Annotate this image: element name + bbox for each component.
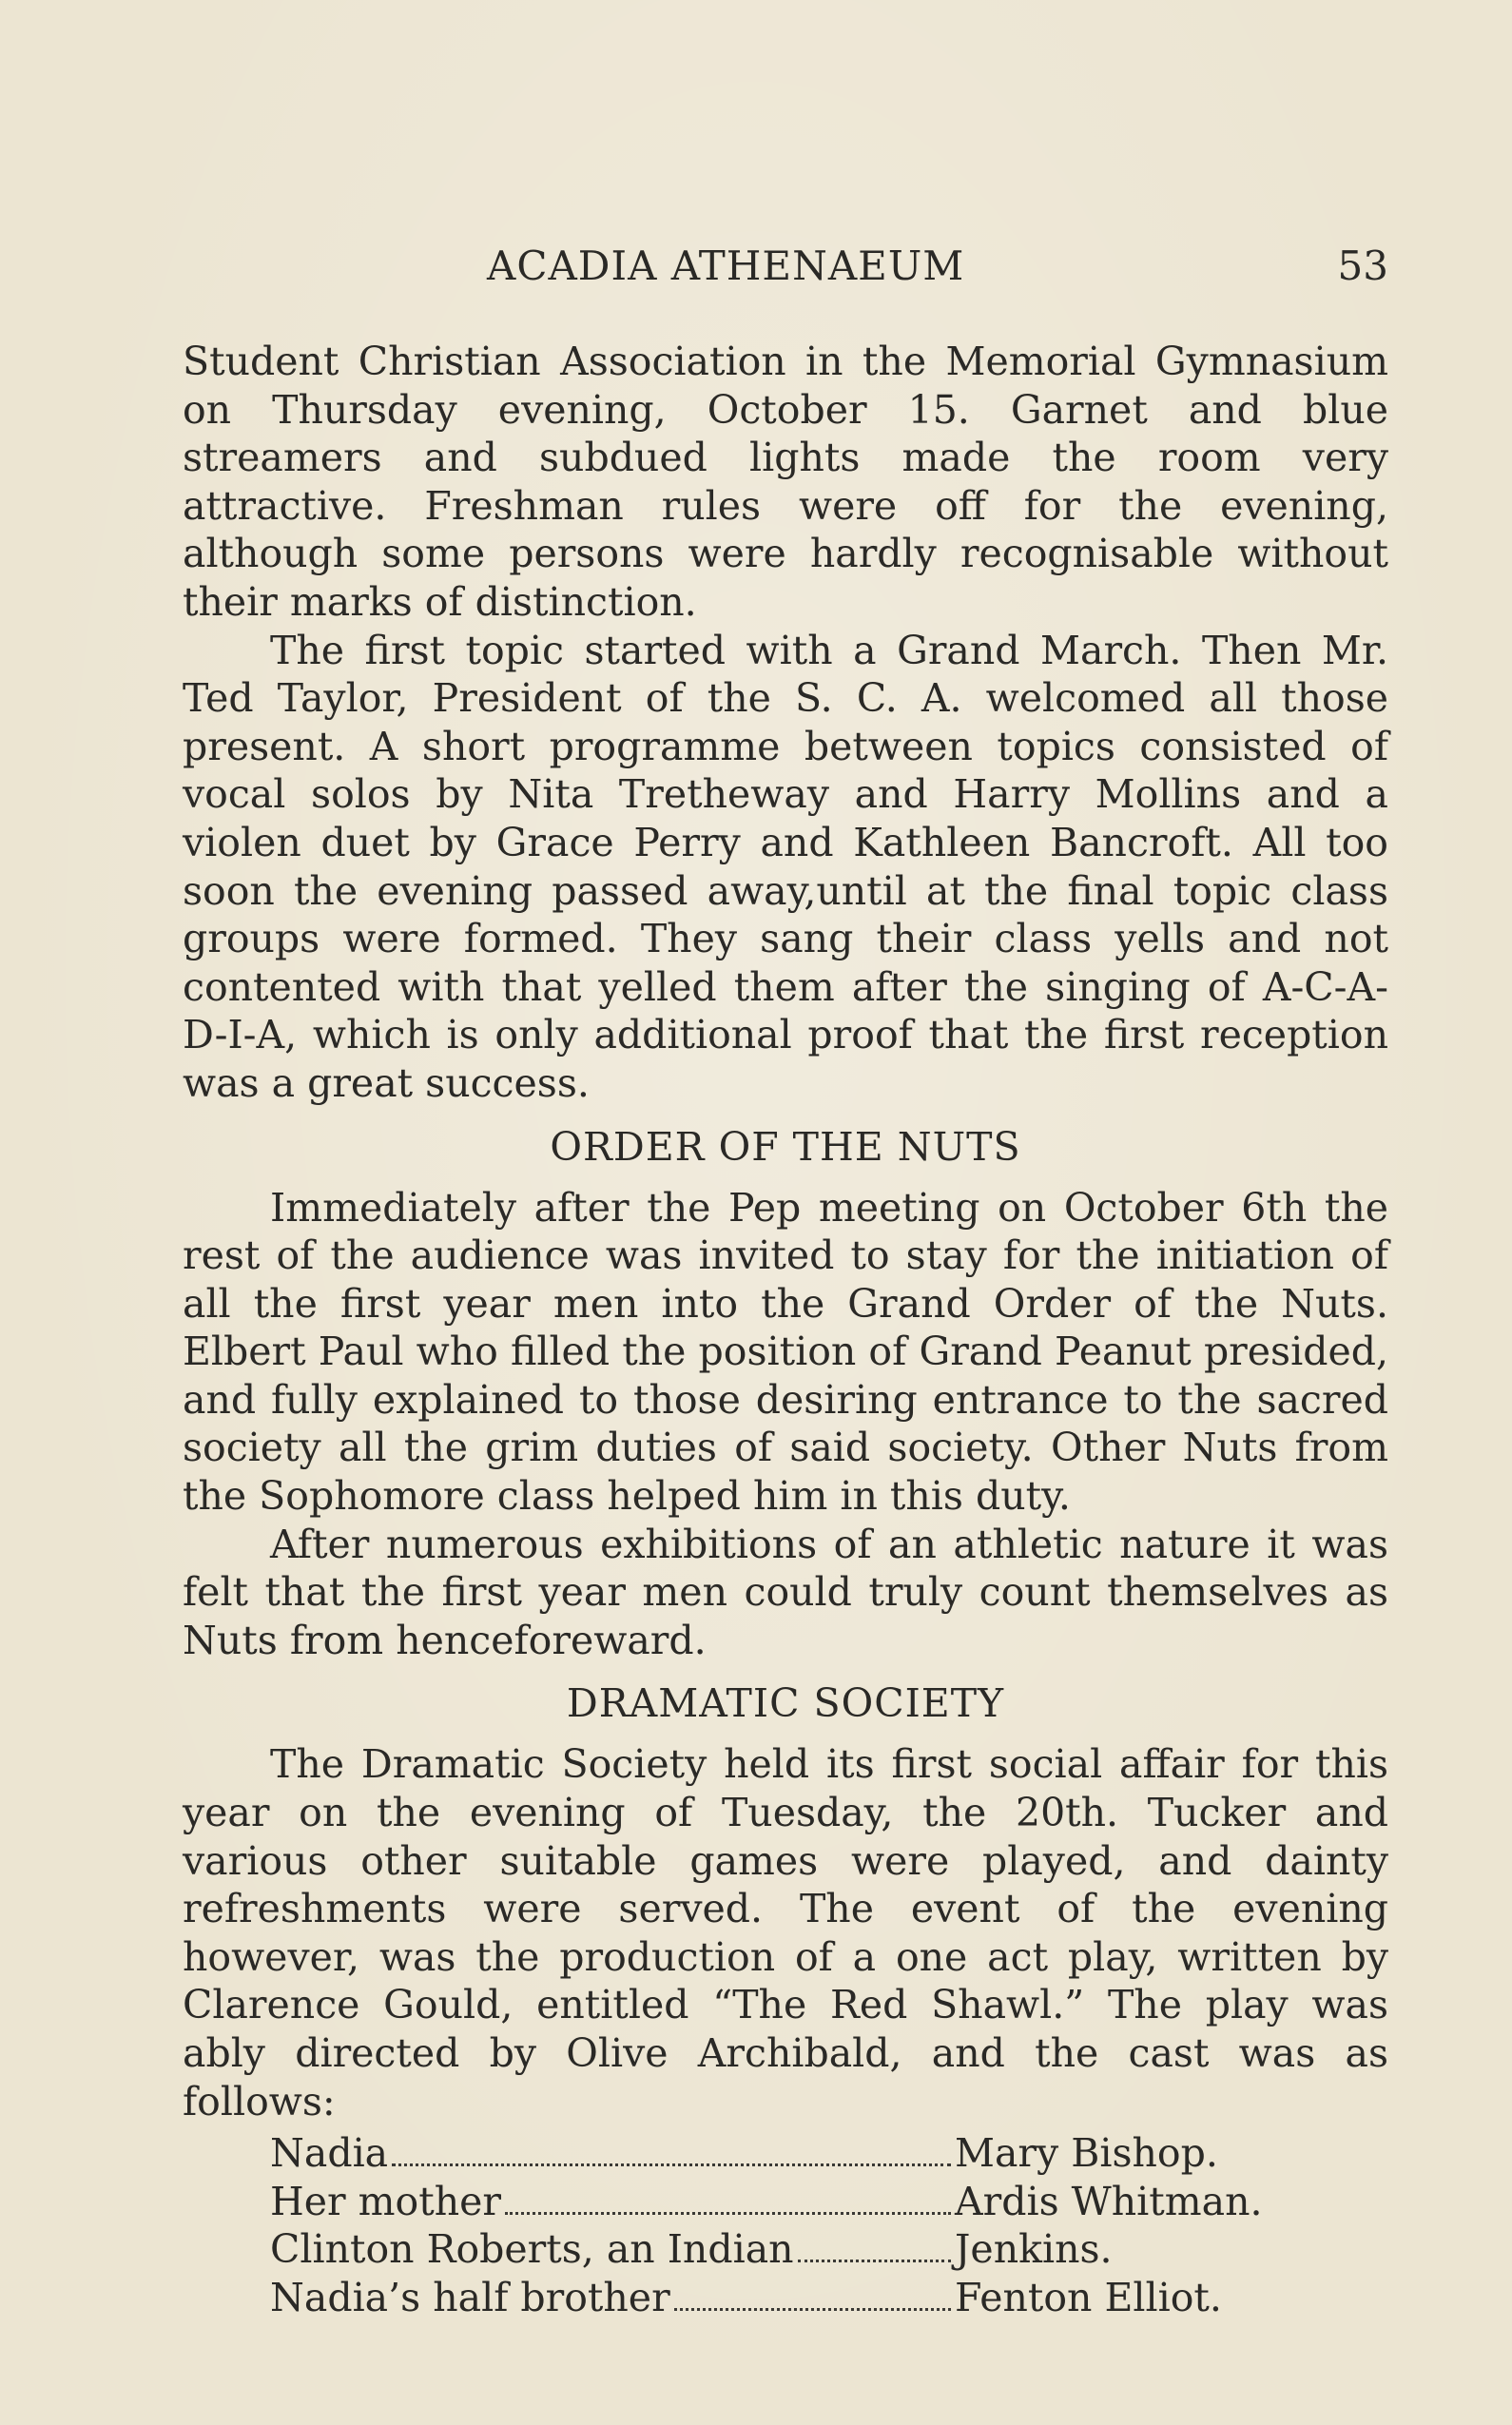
cast-list — [270, 2129, 1269, 2321]
page-content — [183, 338, 1388, 2322]
running-title: ACADIA ATHENAEUM — [487, 242, 965, 289]
cast-row — [270, 2178, 1269, 2226]
cast-actor: Mary Bishop. — [955, 2130, 1218, 2177]
cast-role: Nadia — [270, 2130, 389, 2177]
page-number: 53 — [1337, 242, 1388, 289]
dot-leader — [674, 2308, 951, 2311]
reception-paragraph-1: Student Christian Association in the Memorial Gymnasium on Thursday evening, October 15. Garnet and blue streamers and subdued lights made the room very attractive. Freshman rules were off for the evening, although some persons were hardly recognisable without their marks of distinction. — [183, 339, 1388, 625]
cast-actor: Jenkins. — [955, 2226, 1113, 2273]
reception-paragraph-2: The first topic started with a Grand March. Then Mr. Ted Taylor, President of the S. C. A. welcomed all those present. A short programme between topics consisted of vocal solos by Nita Tretheway and Harry Mollins and a violen duet by Grace Perry and Kathleen Bancroft. All too soon the evening passed away,until at the final topic class groups were formed. They sang their class yells and not contented with that yelled them after the singing of A-C-A-D-I-A, which is only additional proof that the first reception was a great success. — [183, 627, 1388, 1106]
cast-actor: Ardis Whitman. — [955, 2178, 1263, 2224]
cast-role: Her mother — [270, 2178, 501, 2224]
cast-role: Nadia’s half brother — [270, 2274, 670, 2320]
dramatic-paragraph: The Dramatic Society held its first social affair for this year on the evening of Tuesday, the 20th. Tucker and various other suitable games were played, and dainty refreshments were served. The event of the evening however, was the production of a one act play, written by Clarence Gould, entitled “The Red Shawl.” The play was ably directed by Olive Archibald, and the cast was as follows: — [183, 1741, 1388, 2124]
page-header — [183, 242, 1388, 300]
nuts-paragraph-2: After numerous exhibitions of an athletic nature it was felt that the first year men could truly count themselves as Nuts from henceforeward. — [183, 1521, 1388, 1663]
dot-leader — [505, 2212, 951, 2215]
cast-row — [270, 2225, 1269, 2274]
section-heading-nuts: ORDER OF THE NUTS — [550, 1123, 1021, 1170]
dot-leader — [798, 2260, 951, 2262]
cast-row — [270, 2129, 1269, 2178]
cast-row — [270, 2274, 1269, 2322]
cast-role: Clinton Roberts, an Indian — [270, 2226, 794, 2273]
section-heading-dramatic: DRAMATIC SOCIETY — [566, 1680, 1005, 1727]
nuts-paragraph-1: Immediately after the Pep meeting on October 6th the rest of the audience was invited to stay for the initiation of all the first year men into the Grand Order of the Nuts. Elbert Paul who filled the position of Grand Peanut presided, and fully explained to those desiring entrance to the sacred society all the grim duties of said society. Other Nuts from the Sophomore class helped him in this duty. — [183, 1184, 1388, 1520]
cast-actor: Fenton Elliot. — [955, 2274, 1222, 2320]
dot-leader — [392, 2163, 951, 2166]
